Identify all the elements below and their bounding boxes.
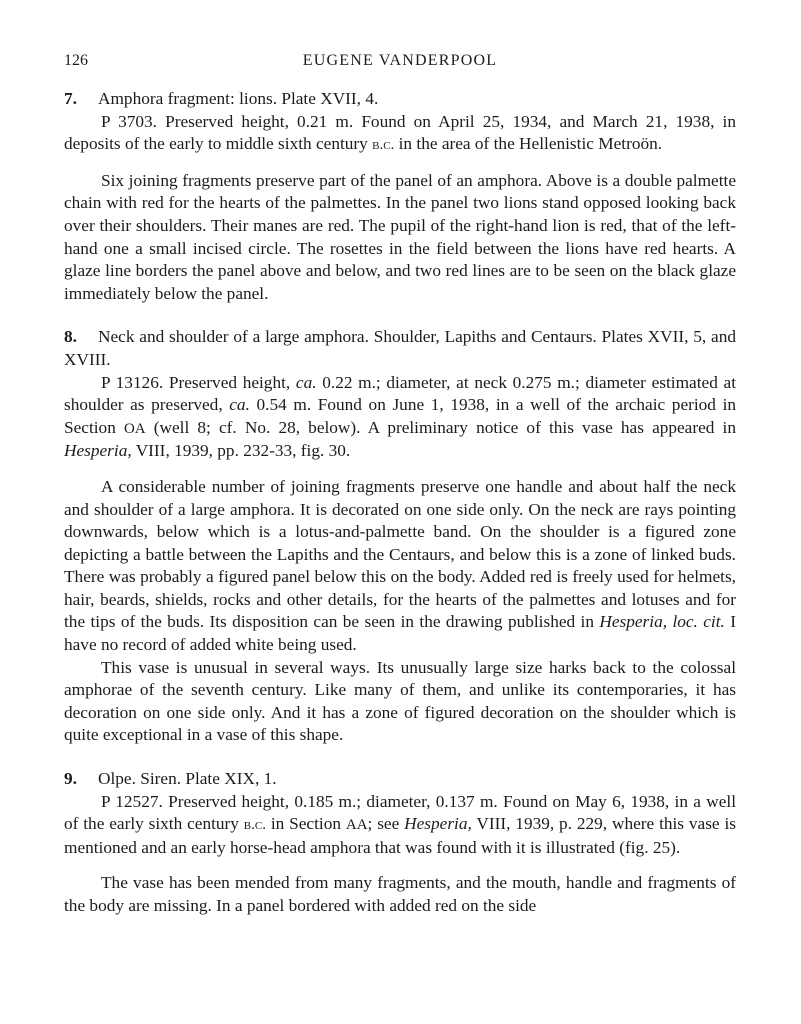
entry-8-number: 8.: [64, 327, 77, 347]
entry-8-catalog: P 13126. Preserved height, ca. 0.22 m.; diameter, at neck 0.275 m.; diameter estimated at shoulder as preserved, ca. 0.54 m. Found on June 1, 1938, in a well of the archaic period in Section OA (well 8; cf. No. 28, below). A preliminary notice of this vase has appeared in Hesperia, VIII, 1939, pp. 232-33, fig. 30.: [64, 372, 737, 461]
entry-7-title: Amphora fragment: lions. Plate XVII, 4.: [98, 89, 379, 108]
entry-8-heading: [64, 326, 736, 371]
page: [64, 52, 736, 918]
entry-9-title: Olpe. Siren. Plate XIX, 1.: [98, 769, 277, 789]
entry-9-heading: [64, 768, 736, 791]
entry-7-number: 7.: [64, 89, 77, 108]
page-number: 126: [64, 52, 88, 69]
entry-7-description: Six joining fragments preserve part of the panel of an amphora. Above is a double palmette chain with red for the hearts of the palmettes. In the panel two lions stand opposed looking back over their shoulders. Their manes are red. The pupil of the right-hand lion is red, that of the left-hand one a small incised circle. The rosettes in the field between the lions have red hearts. A glaze line borders the panel above and below, and two red lines are to be seen on the black glaze immediately below the panel.: [64, 170, 736, 303]
running-head: EUGENE VANDERPOOL: [302, 52, 498, 69]
entry-9-catalog: P 12527. Preserved height, 0.185 m.; diameter, 0.137 m. Found on May 6, 1938, in a well of the early sixth century b.c. in Section AA; see Hesperia, VIII, 1939, p. 229, where this vase is mentioned and an early horse-head amphora that was found with it is illustrated (fig. 25).: [64, 791, 736, 857]
page-header: [64, 52, 736, 76]
entry-8-title: Neck and shoulder of a large amphora. Shoulder, Lapiths and Centaurs. Plates XVII, 5, and XVIII.: [64, 327, 736, 369]
entry-8-description-2: This vase is unusual in several ways. Its unusually large size harks back to the colossal amphorae of the seventh century. Like many of them, and unlike its contemporaries, it has decoration on one side only. And it has a zone of figured decoration on the shoulder which is quite exceptional in a vase of this shape.: [64, 657, 736, 745]
entry-7-heading: [64, 88, 736, 111]
entry-9-description: The vase has been mended from many fragments, and the mouth, handle and fragments of the body are missing. In a panel bordered with added red on the side: [64, 873, 736, 915]
entry-8-description-1: A considerable number of joining fragments preserve one handle and about half the neck and shoulder of a large amphora. It is decorated on one side only. On the neck are rays pointing downwards, below which is a lotus-and-palmette band. On the shoulder is a figured zone depicting a battle between the Lapiths and the Centaurs, and below this is a zone of linked buds. There was probably a figured panel below this on the body. Added red is freely used for helmets, hair, beards, shields, rocks and other details, for the hearts of the palmettes and lotuses and for the tips of the buds. Its disposition can be seen in the drawing published in Hesperia, loc. cit. I have no record of added white being used.: [64, 476, 737, 655]
entry-9-number: 9.: [64, 769, 77, 789]
entry-7-catalog: P 3703. Preserved height, 0.21 m. Found on April 25, 1934, and March 21, 1938, in deposits of the early to middle sixth century b.c. in the area of the Hellenistic Metroön.: [64, 111, 736, 154]
